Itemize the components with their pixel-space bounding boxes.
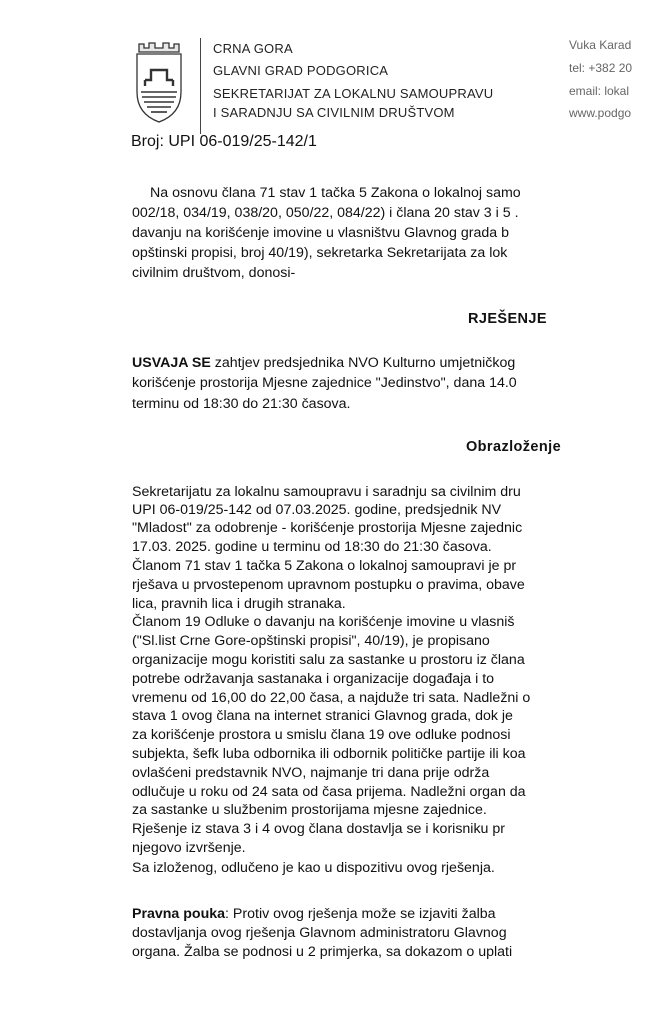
intro-line: davanju na korišćenje imovine u vlasništvu Glavnog grada b [132,225,509,241]
reason-heading: Obrazloženje [466,439,562,455]
legal-line: dostavljanja ovog rješenja Glavnom administratoru Glavnog [132,925,507,941]
reason-line: ovlašćeni predstavnik NVO, najmanje tri dana prije održa [132,765,490,781]
org-city: GLAVNI GRAD PODGORICA [213,63,389,78]
legal-keyword: Pravna pouka [132,906,226,922]
reason-line: organizacije mogu koristiti salu za sastanke u prostoru iz člana [132,652,525,668]
coat-of-arms-icon [133,40,185,124]
decision-heading: RJEŠENJE [468,311,547,327]
contact-phone: tel: +382 20 [569,61,633,75]
reason-line: potrebe održavanja sastanaka i organizacije događaja i to [132,671,495,687]
intro-line: 002/18, 034/19, 038/20, 050/22, 084/22) i člana 20 stav 3 i 5 . [132,205,519,221]
contact-website: www.podgo [569,106,632,120]
reason-line: rješava u prvostepenom upravnom postupku o pravima, obave [132,577,525,593]
intro-line: opštinski propisi, broj 40/19), sekretarka Sekretarijata za lok [132,245,508,261]
reason-line: Rješenje iz stava 3 i 4 ovog člana dostavlja se i korisniku pr [132,821,506,837]
legal-line: organa. Žalba se podnosi u 2 primjerka, sa dokazom o uplati [132,944,513,960]
reason-line: Članom 19 Odluke o davanju na korišćenje imovine u vlasniš [132,614,515,630]
org-country: CRNA GORA [213,41,293,56]
org-secretariat: SEKRETARIJAT ZA LOKALNU SAMOUPRAVU [213,86,494,101]
contact-address: Vuka Karad [569,38,632,52]
reason-line: Članom 71 stav 1 tačka 5 Zakona o lokalnoj samoupravi je pr [132,558,517,574]
reason-line: subjekta, šefk luba odbornika ili odbornik političke partije ili koa [132,746,526,762]
intro-line: civilnim društvom, donosi- [132,265,296,281]
document-number: Broj: UPI 06-019/25-142/1 [131,133,317,150]
reason-line: Sekretarijatu za lokalnu samoupravu i saradnju sa civilnim dru [132,484,521,500]
legal-text: : Protiv ovog rješenja može se izjaviti žalba [225,906,496,922]
reason-line: "Mladost" za odobrenje - korišćenje prostorija Mjesne zajednic [132,520,523,536]
decision-keyword: USVAJA SE [132,355,211,371]
contact-email: email: lokal [569,84,630,98]
decision-line: terminu od 18:30 do 21:30 časova. [132,396,351,412]
decision-line [132,355,515,371]
decision-line: korišćenje prostorija Mjesne zajednice "Jedinstvo", dana 14.0 [132,375,517,391]
reason-line: odlučuje u roku od 24 sata od časa prijema. Nadležni organ da [132,784,526,800]
reason-line: za sastanke u službenim prostorijama mjesne zajednice. [132,802,487,818]
reason-line: vremenu od 16,00 do 22,00 časa, a najduže tri sata. Nadležni o [132,690,531,706]
reason-line: Sa izloženog, odlučeno je kao u dispozitivu ovog rješenja. [132,860,495,876]
decision-text: zahtjev predsjednika NVO Kulturno umjetničkog [210,355,516,371]
reason-line: njegovo izvršenje. [132,840,246,856]
reason-line: stava 1 ovog člana na internet stranici Glavnog grada, dok je [132,708,513,724]
header-divider [200,38,201,134]
legal-line [132,906,496,922]
reason-line: za korišćenje prostora u smislu člana 19 ove odluke podnosi [132,727,511,743]
reason-line: ("Sl.list Crne Gore-opštinski propisi", 40/19), je propisano [132,633,490,649]
reason-line: 17.03. 2025. godine u terminu od 18:30 do 21:30 časova. [132,539,492,555]
org-secretariat-2: I SARADNJU SA CIVILNIM DRUŠTVOM [213,105,455,120]
reason-line: lica, pravnih lica i drugih stranaka. [132,596,346,612]
reason-line: UPI 06-019/25-142 od 07.03.2025. godine, predsjednik NV [132,502,502,518]
intro-line: Na osnovu člana 71 stav 1 tačka 5 Zakona o lokalnoj samo [150,185,521,201]
